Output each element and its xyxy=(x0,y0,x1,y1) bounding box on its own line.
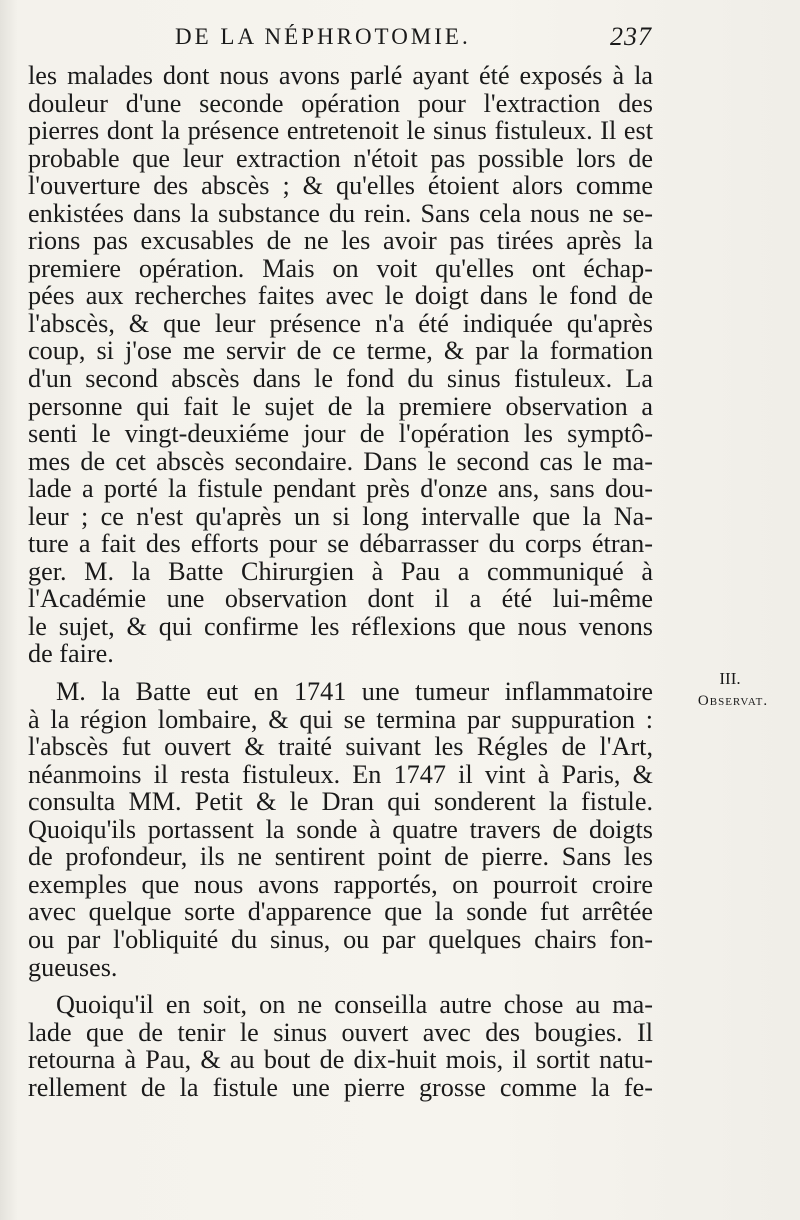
margin-note xyxy=(675,668,785,712)
page-number: 237 xyxy=(610,22,652,51)
text-line: ture a fait des efforts pour se débarrasser du corps étran- xyxy=(28,529,653,559)
paragraph xyxy=(28,678,653,981)
text-line: premiere opération. Mais on voit qu'elles ont échap- xyxy=(28,253,653,283)
text-line: rions pas excusables de ne les avoir pas tirées après la xyxy=(28,226,653,256)
text-line: pierres dont la présence entretenoit le sinus fistuleux. Il est xyxy=(28,116,653,146)
text-line: enkistées dans la substance du rein. Sans cela nous ne se- xyxy=(28,198,653,228)
text-line: de faire. xyxy=(28,639,114,669)
text-line: néanmoins il resta fistuleux. En 1747 il vint à Paris, & xyxy=(28,759,653,789)
text-line: lade que de tenir le sinus ouvert avec des bougies. Il xyxy=(28,1017,653,1047)
text-line: consulta MM. Petit & le Dran qui sonderent la fistule. xyxy=(28,787,653,817)
text-line: l'ouverture des abscès ; & qu'elles étoient alors comme xyxy=(28,171,653,201)
text-line: mes de cet abscès secondaire. Dans le second cas le ma- xyxy=(28,446,653,476)
paragraph xyxy=(28,62,653,668)
text-line: douleur d'une seconde opération pour l'extraction des xyxy=(28,88,653,118)
text-line: l'Académie une observation dont il a été lui-même xyxy=(28,584,653,614)
text-line: gueuses. xyxy=(28,952,118,982)
text-line: l'abscès fut ouvert & traité suivant les Régles de l'Art, xyxy=(28,732,653,762)
text-line: d'un second abscès dans le fond du sinus fistuleux. La xyxy=(28,364,653,394)
text-line: leur ; ce n'est qu'après un si long intervalle que la Na- xyxy=(28,501,653,531)
text-line: le sujet, & qui confirme les réflexions que nous venons xyxy=(28,611,653,641)
running-head: DE LA NÉPHROTOMIE. xyxy=(175,24,471,49)
paragraph xyxy=(28,991,653,1101)
margin-note-label: Observat. xyxy=(697,693,769,709)
text-line: senti le vingt-deuxiéme jour de l'opération les symptô- xyxy=(28,419,653,449)
text-line: M. la Batte eut en 1741 une tumeur inflammatoire xyxy=(56,677,653,707)
text-line: probable que leur extraction n'étoit pas possible lors de xyxy=(28,143,653,173)
text-line: coup, si j'ose me servir de ce terme, & par la formation xyxy=(28,336,653,366)
page-header xyxy=(30,22,660,56)
text-line: ou par l'obliquité du sinus, ou par quelques chairs fon- xyxy=(28,924,653,954)
text-line: de profondeur, ils ne sentirent point de pierre. Sans les xyxy=(28,842,653,872)
text-line: avec quelque sorte d'apparence que la sonde fut arrêtée xyxy=(28,897,653,927)
text-line: ger. M. la Batte Chirurgien à Pau a communiqué à xyxy=(28,556,653,586)
text-line: lade a porté la fistule pendant près d'onze ans, sans dou- xyxy=(28,474,653,504)
body-text xyxy=(28,62,653,1101)
text-line: à la région lombaire, & qui se termina par suppuration : xyxy=(28,704,653,734)
margin-note-number: III. xyxy=(719,669,741,688)
text-line: exemples que nous avons rapportés, on pourroit croire xyxy=(28,869,653,899)
text-line: personne qui fait le sujet de la premiere observation a xyxy=(28,391,653,421)
text-line: retourna à Pau, & au bout de dix-huit mois, il sortit natu- xyxy=(28,1045,653,1075)
text-line: les malades dont nous avons parlé ayant été exposés à la xyxy=(28,61,653,90)
text-line: l'abscès, & que leur présence n'a été indiquée qu'après xyxy=(28,308,653,338)
text-line: Quoiqu'ils portassent la sonde à quatre travers de doigts xyxy=(28,814,653,844)
text-line: Quoiqu'il en soit, on ne conseilla autre chose au ma- xyxy=(56,990,653,1020)
text-line: rellement de la fistule une pierre grosse comme la fe- xyxy=(28,1072,653,1102)
text-line: pées aux recherches faites avec le doigt dans le fond de xyxy=(28,281,653,311)
